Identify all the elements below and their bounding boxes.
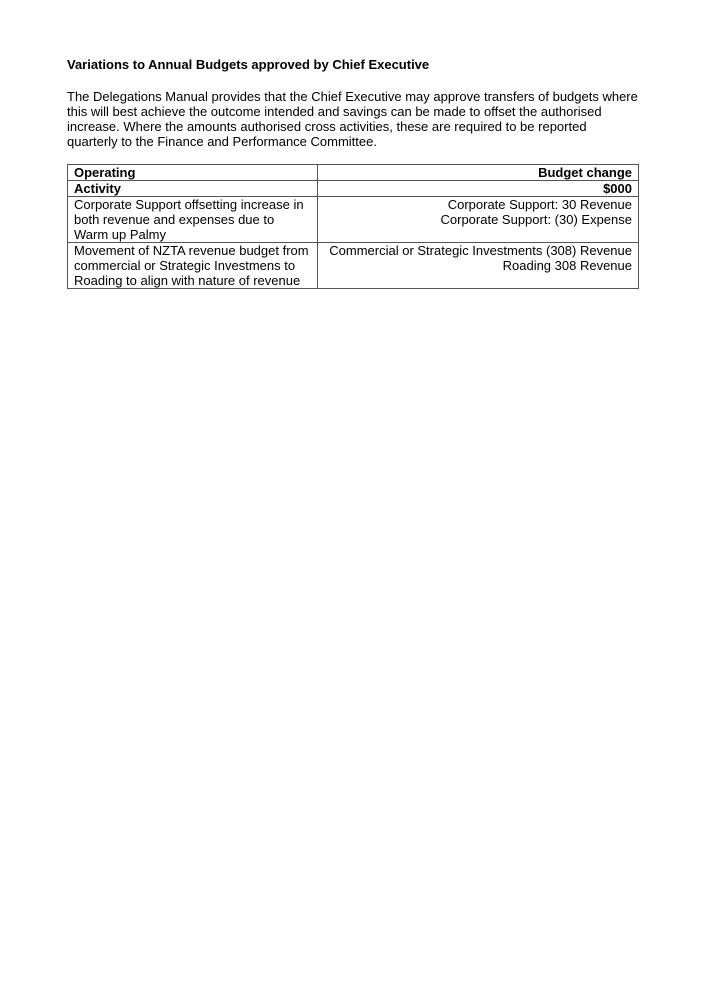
- header-activity: Activity: [68, 181, 318, 197]
- header-budget-change: Budget change: [318, 165, 639, 181]
- budget-variations-table: [67, 164, 639, 289]
- section-heading: Variations to Annual Budgets approved by Chief Executive: [67, 57, 430, 72]
- document-page: [67, 57, 639, 289]
- activity-cell: Corporate Support offsetting increase in both revenue and expenses due to Warm up Palmy: [68, 197, 318, 243]
- budget-change-cell: [318, 197, 639, 243]
- header-operating: Operating: [68, 165, 318, 181]
- table-row: [68, 197, 639, 243]
- budget-change-line: Commercial or Strategic Investments (308) Revenue: [329, 243, 632, 258]
- budget-change-line: Corporate Support: (30) Expense: [440, 212, 632, 227]
- table-subheader-row: [68, 181, 639, 197]
- table-row: [68, 243, 639, 289]
- budget-change-line: Corporate Support: 30 Revenue: [447, 197, 632, 212]
- table-header-row: [68, 165, 639, 181]
- budget-change-cell: [318, 243, 639, 289]
- activity-cell: Movement of NZTA revenue budget from commercial or Strategic Investmens to Roading to align with nature of revenue: [68, 243, 318, 289]
- delegations-paragraph: The Delegations Manual provides that the Chief Executive may approve transfers of budgets where this will best achieve the outcome intended and savings can be made to offset the authorised increase. Where the amounts authorised cross activities, these are required to be reported quarterly to the Finance and Performance Committee.: [67, 89, 638, 149]
- header-units: $000: [318, 181, 639, 197]
- budget-change-line: Roading 308 Revenue: [502, 258, 632, 273]
